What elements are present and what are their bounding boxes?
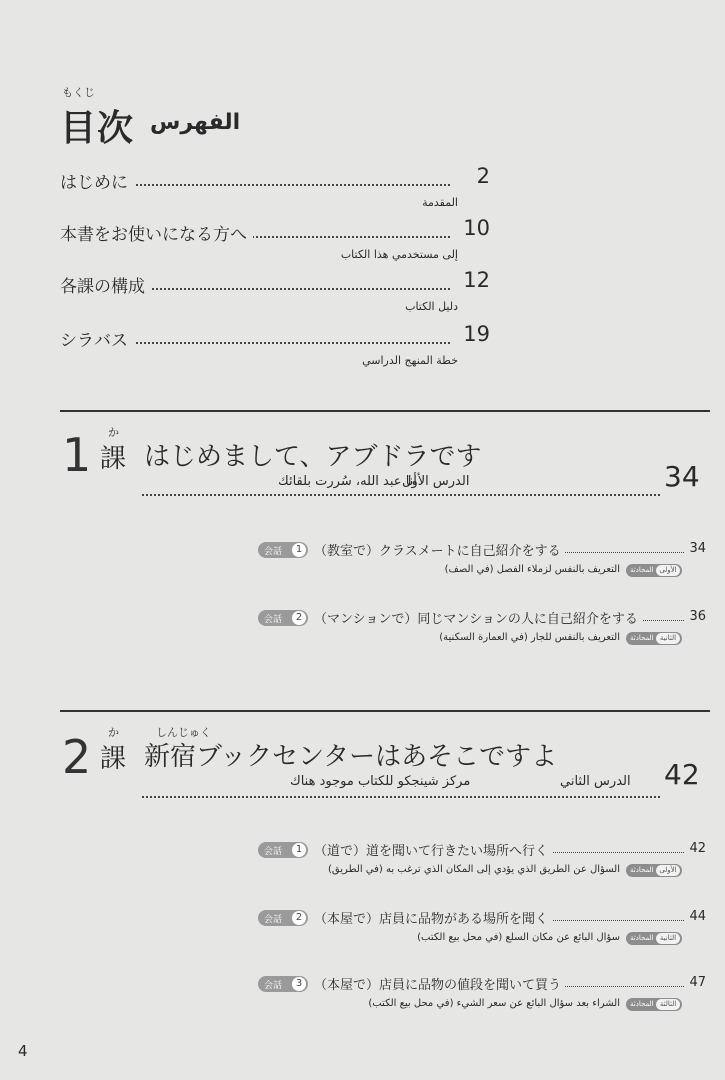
section-divider — [60, 410, 710, 412]
lesson-arabic-label: الدرس الثاني — [560, 774, 631, 789]
lesson-title-ruby: しんじゅく — [156, 726, 211, 739]
toc-entry-arabic: دليل الكتاب — [405, 300, 458, 313]
lesson-page: 42 — [664, 758, 700, 791]
conversation-arabic: السؤال عن الطريق الذي يؤدي إلى المكان الذي ترغب به (في الطريق) — [328, 864, 620, 875]
toc-entry-title: はじめに — [60, 168, 134, 193]
lesson-ka-ruby: か — [108, 726, 119, 739]
lesson-number: 1 — [62, 428, 92, 482]
conversation-tag: المحادثة الأولى — [626, 564, 682, 577]
page-title-arabic: الفهرس — [150, 110, 241, 135]
lesson-title[interactable]: はじめまして、アブドラです — [144, 442, 482, 472]
conversation-page: 47 — [686, 975, 706, 990]
toc-entry-page: 10 — [457, 216, 490, 240]
toc-entry-page: 19 — [457, 322, 490, 346]
toc-entry-title: 本書をお使いになる方へ — [60, 220, 253, 245]
conversation-badge: 会話 3 — [258, 976, 308, 992]
conversation-tag: المحادثة الثانية — [626, 932, 682, 945]
conversation-arabic: التعريف بالنفس للجار (في العمارة السكنية) — [439, 632, 620, 643]
lesson-number: 2 — [62, 730, 92, 784]
lesson-arabic-title: مركز شينجكو للكتاب موجود هناك — [290, 774, 471, 789]
section-divider — [60, 710, 710, 712]
toc-entry-arabic: إلى مستخدمي هذا الكتاب — [340, 248, 458, 261]
conversation-title: （道で）道を聞いて行きたい場所へ行く — [314, 840, 552, 859]
conversation-item[interactable] — [258, 610, 706, 654]
conversation-page: 42 — [686, 841, 706, 856]
conversation-badge: 会話 1 — [258, 842, 308, 858]
conversation-arabic: سؤال البائع عن مكان السلع (في محل بيع الكتب) — [417, 932, 620, 943]
toc-entry-title: シラバス — [60, 326, 134, 351]
conversation-page: 36 — [686, 609, 706, 624]
page-title: 目次 — [60, 108, 135, 149]
toc-entry-page: 12 — [457, 268, 490, 292]
toc-entry-title: 各課の構成 — [60, 272, 151, 297]
leader-dots — [142, 494, 660, 496]
conversation-title: （本屋で）店員に品物がある場所を聞く — [314, 908, 552, 927]
conversation-tag: المحادثة الأولى — [626, 864, 682, 877]
toc-entry-page: 2 — [471, 164, 490, 188]
title-ruby: もくじ — [62, 86, 95, 99]
conversation-item[interactable] — [258, 976, 706, 1020]
toc-entry-intro[interactable] — [60, 164, 490, 216]
conversation-title: （マンションで）同じマンションの人に自己紹介をする — [314, 608, 642, 627]
toc-entry-arabic: خطة المنهج الدراسي — [362, 354, 458, 367]
conversation-badge: 会話 2 — [258, 910, 308, 926]
conversation-page: 44 — [686, 909, 706, 924]
conversation-item[interactable] — [258, 542, 706, 586]
conversation-item[interactable] — [258, 910, 706, 954]
lesson-ka: 課 — [100, 444, 127, 474]
conversation-arabic: التعريف بالنفس لزملاء الفصل (في الصف) — [444, 564, 620, 575]
lesson-title[interactable]: 新宿ブックセンターはあそこですよ — [144, 742, 558, 772]
toc-entry-arabic: المقدمة — [422, 196, 458, 209]
lesson-page: 34 — [664, 460, 700, 493]
lesson-arabic-title: أنا عبد الله، سُررت بلقائك — [278, 474, 417, 489]
conversation-page: 34 — [686, 541, 706, 556]
toc-entry-structure[interactable] — [60, 268, 490, 320]
conversation-tag: المحادثة الثانية — [626, 632, 682, 645]
conversation-arabic: الشراء بعد سؤال البائع عن سعر الشيء (في محل بيع الكتب) — [368, 998, 620, 1009]
lesson-ka-ruby: か — [108, 426, 119, 439]
conversation-title: （本屋で）店員に品物の値段を聞いて買う — [314, 974, 565, 993]
conversation-badge: 会話 1 — [258, 542, 308, 558]
toc-entry-for-users[interactable] — [60, 216, 490, 268]
leader-dots — [142, 796, 660, 798]
lesson-arabic-label: الدرس الأول — [402, 474, 470, 489]
page-number: 4 — [18, 1042, 28, 1060]
lesson-ka: 課 — [100, 744, 127, 774]
toc-entry-syllabus[interactable] — [60, 322, 490, 374]
conversation-title: （教室で）クラスメートに自己紹介をする — [314, 540, 565, 559]
conversation-item[interactable] — [258, 842, 706, 886]
conversation-tag: المحادثة الثالثة — [626, 998, 682, 1011]
conversation-badge: 会話 2 — [258, 610, 308, 626]
